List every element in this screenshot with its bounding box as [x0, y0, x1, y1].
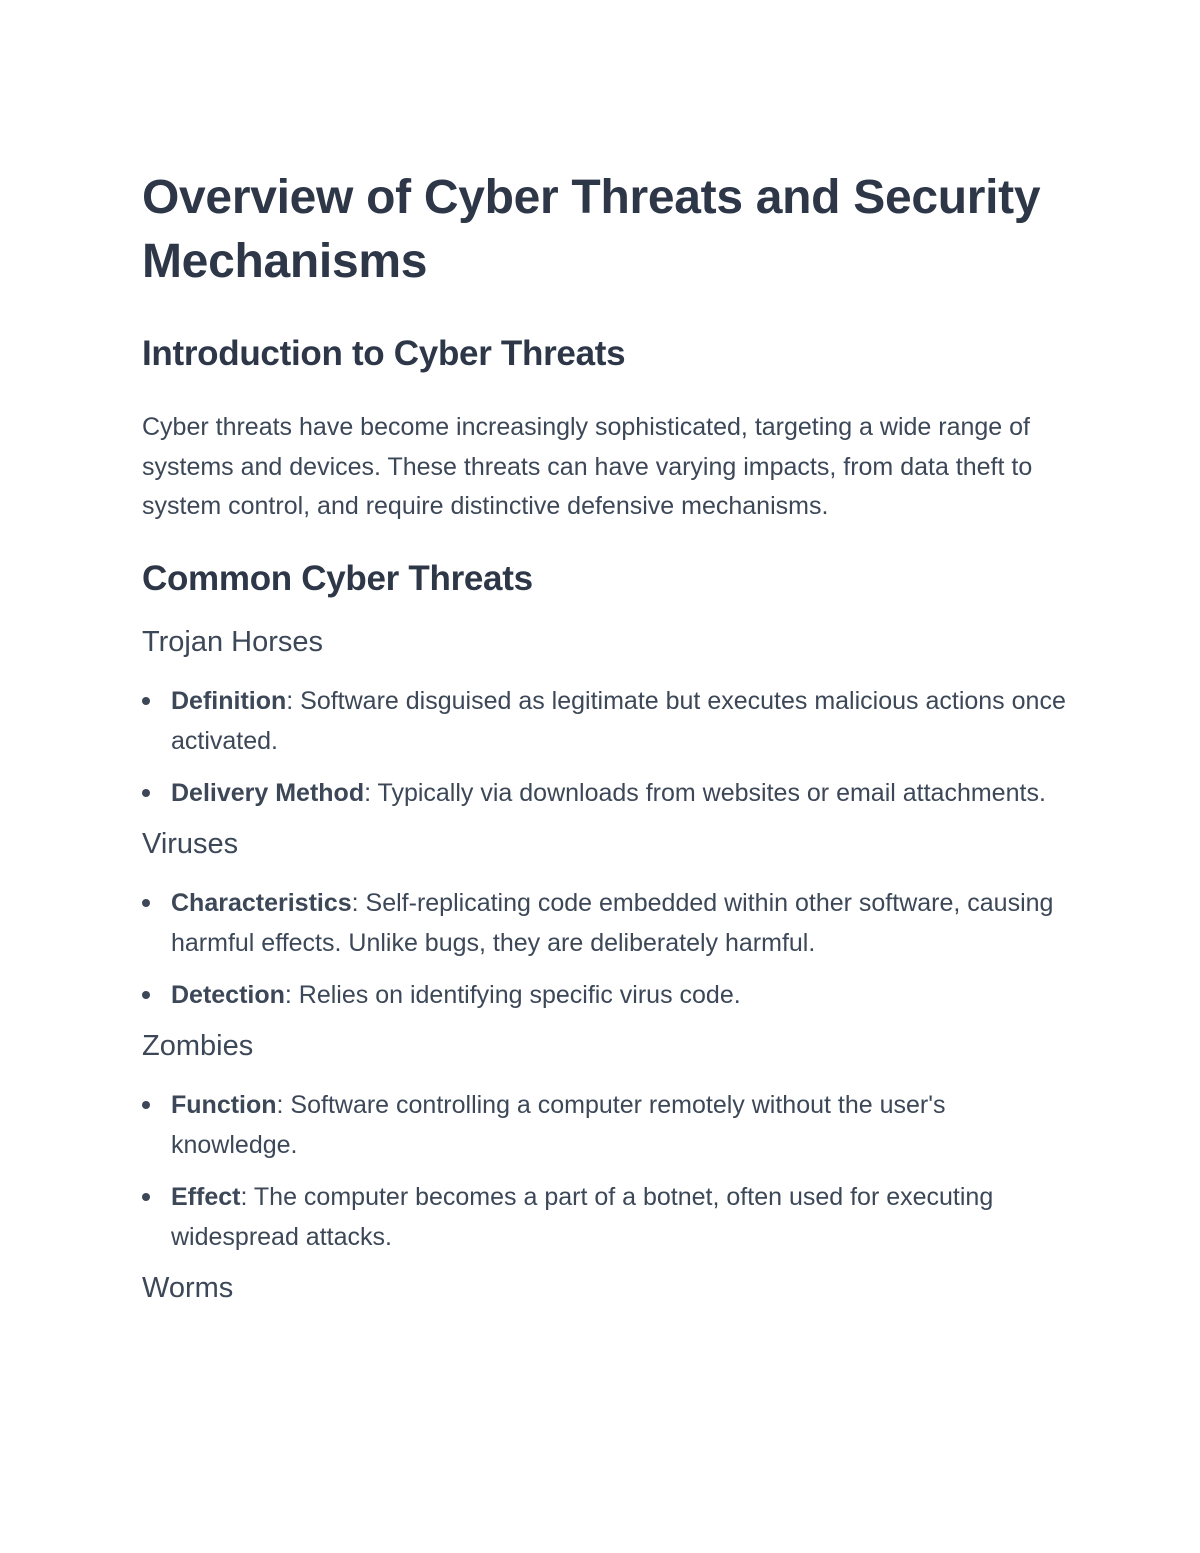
subheading-zombies: Zombies [142, 1029, 254, 1062]
section-heading-introduction: Introduction to Cyber Threats [142, 334, 626, 373]
list-item-text: : Typically via downloads from websites or email attachments. [364, 778, 1046, 807]
bullet-icon [142, 789, 150, 797]
list-item-text: : Relies on identifying specific virus code. [284, 980, 741, 1009]
subheading-worms: Worms [142, 1271, 234, 1304]
intro-paragraph: Cyber threats have become increasingly sophisticated, targeting a wide range of systems and devices. These threats can have varying impacts, from data theft to system control, and require distinctive defensive mechanisms. [142, 413, 1033, 520]
zombies-list [142, 1085, 1072, 1257]
list-item [142, 1085, 1071, 1165]
list-item [142, 1177, 1071, 1257]
list-item-text: : The computer becomes a part of a botnet, often used for executing widespread attacks. [171, 1182, 994, 1251]
list-item [142, 773, 1071, 813]
list-item-text: : Software controlling a computer remotely without the user's knowledge. [171, 1090, 946, 1159]
subheading-trojan-horses: Trojan Horses [142, 625, 324, 658]
document-page [142, 166, 1072, 1307]
list-item-text: : Self-replicating code embedded within other software, causing harmful effects. Unlike bugs, they are deliberately harmful. [171, 888, 1054, 957]
list-item-term: Function [171, 1090, 277, 1119]
bullet-icon [142, 899, 150, 907]
bullet-icon [142, 697, 150, 705]
list-item-term: Delivery Method [171, 778, 365, 807]
bullet-icon [142, 1193, 150, 1201]
section-heading-common-threats: Common Cyber Threats [142, 558, 533, 598]
list-item [142, 975, 1071, 1015]
list-item [142, 681, 1071, 761]
trojan-list [142, 681, 1072, 813]
list-item-term: Detection [171, 980, 285, 1009]
viruses-list [142, 883, 1072, 1015]
list-item-text: : Software disguised as legitimate but executes malicious actions once activated. [171, 686, 1066, 755]
bullet-icon [142, 1101, 150, 1109]
list-item-term: Characteristics [171, 888, 352, 917]
list-item-term: Effect [171, 1182, 241, 1211]
page-title: Overview of Cyber Threats and Security Mechanisms [142, 171, 1041, 288]
subheading-viruses: Viruses [142, 827, 239, 860]
list-item-term: Definition [171, 686, 287, 715]
list-item [142, 883, 1071, 963]
bullet-icon [142, 991, 150, 999]
